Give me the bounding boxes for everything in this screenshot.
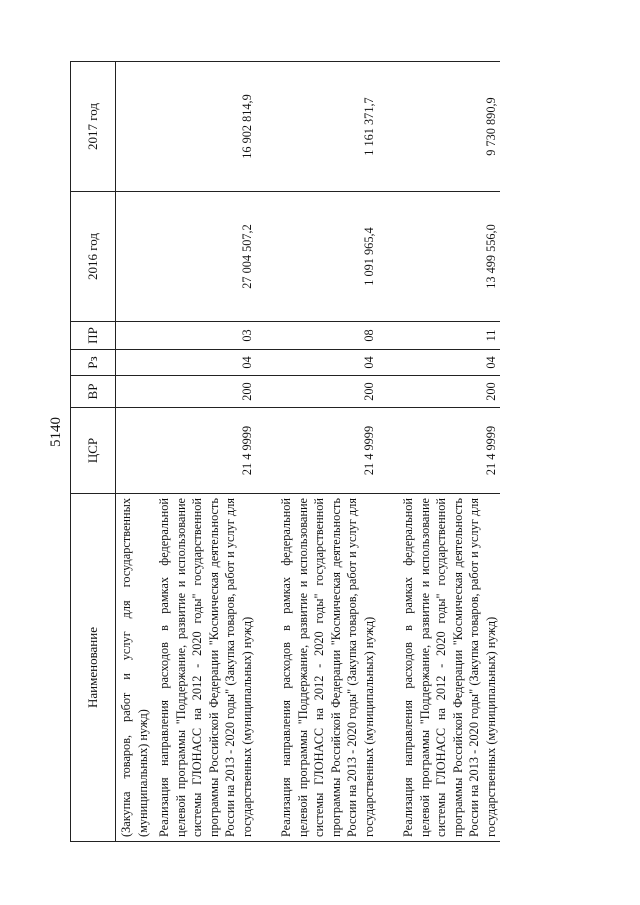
table-header: [71, 62, 116, 842]
row-vr: 200: [277, 376, 399, 408]
row-name: Реализация направления расходов в рамках федеральной целевой программы "Поддержание, развитие и использование системы ГЛОНАСС на 2012 - 2020 годы" государственной программы Российской Федерации "Космическая деятельность России на 2013 - 2020 годы" (Закупка товаров, работ и услуг для государственных (муниципальных) нужд): [399, 494, 500, 842]
row-2016: [116, 192, 156, 322]
row-pr: 03: [155, 322, 277, 350]
header-vr: ВР: [71, 376, 116, 408]
row-csr: 21 4 9999: [399, 408, 500, 494]
table-body: [116, 62, 501, 842]
row-csr: 21 4 9999: [277, 408, 399, 494]
row-pr: 11: [399, 322, 500, 350]
row-2017: 16 902 814,9: [155, 62, 277, 192]
header-pr: ПР: [71, 322, 116, 350]
header-row: [71, 62, 116, 842]
row-pr: 08: [277, 322, 399, 350]
row-rz: 04: [277, 350, 399, 376]
row-csr: [116, 408, 156, 494]
header-name: Наименование: [71, 494, 116, 842]
table-row: [399, 62, 500, 842]
row-2017: 1 161 371,7: [277, 62, 399, 192]
row-2016: 1 091 965,4: [277, 192, 399, 322]
row-pr: [116, 322, 156, 350]
page-number: 5140: [48, 417, 64, 447]
row-2017: [116, 62, 156, 192]
row-name: Реализация направления расходов в рамках федеральной целевой программы "Поддержание, развитие и использование системы ГЛОНАСС на 2012 - 2020 годы" государственной программы Российской Федерации "Космическая деятельность России на 2013 - 2020 годы" (Закупка товаров, работ и услуг для государственных (муниципальных) нужд): [155, 494, 277, 842]
row-name: Реализация направления расходов в рамках федеральной целевой программы "Поддержание, развитие и использование системы ГЛОНАСС на 2012 - 2020 годы" государственной программы Российской Федерации "Космическая деятельность России на 2013 - 2020 годы" (Закупка товаров, работ и услуг для государственных (муниципальных) нужд): [277, 494, 399, 842]
row-vr: [116, 376, 156, 408]
row-2016: 27 004 507,2: [155, 192, 277, 322]
header-csr: ЦСР: [71, 408, 116, 494]
table-row: [155, 62, 277, 842]
budget-table: [70, 61, 500, 842]
rotated-table-wrapper: [70, 62, 610, 842]
row-vr: 200: [155, 376, 277, 408]
row-2016: 13 499 556,0: [399, 192, 500, 322]
row-rz: 04: [399, 350, 500, 376]
row-2017: 9 730 890,9: [399, 62, 500, 192]
row-vr: 200: [399, 376, 500, 408]
row-rz: 04: [155, 350, 277, 376]
table-row: [277, 62, 399, 842]
row-csr: 21 4 9999: [155, 408, 277, 494]
row-name: (Закупка товаров, работ и услуг для государственных (муниципальных) нужд): [116, 494, 156, 842]
row-rz: [116, 350, 156, 376]
header-2017: 2017 год: [71, 62, 116, 192]
table-row: [116, 62, 156, 842]
header-2016: 2016 год: [71, 192, 116, 322]
header-rz: Рз: [71, 350, 116, 376]
